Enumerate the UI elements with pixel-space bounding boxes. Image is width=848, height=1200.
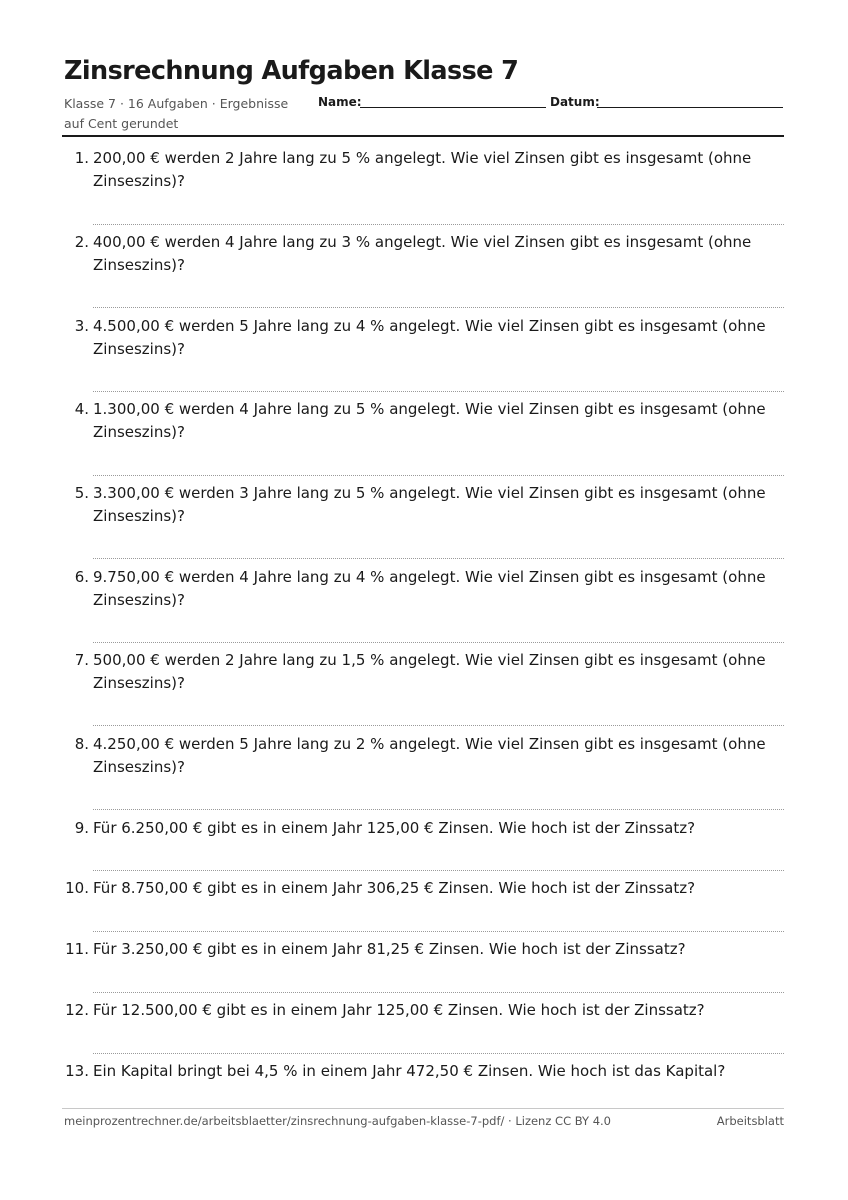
footer-source: meinprozentrechner.de/arbeitsblaetter/zinsrechnung-aufgaben-klasse-7-pdf/ · Lizenz CC BY 4.0 — [64, 1114, 611, 1128]
answer-line[interactable] — [93, 642, 784, 643]
task-text: Für 8.750,00 € gibt es in einem Jahr 306,25 € Zinsen. Wie hoch ist der Zinssatz? — [93, 879, 696, 897]
task-number: 9. — [74, 819, 89, 837]
task-item — [62, 231, 784, 277]
answer-line[interactable] — [93, 1053, 784, 1054]
task-text: 500,00 € werden 2 Jahre lang zu 1,5 % angelegt. Wie viel Zinsen gibt es insgesamt (ohne Zinseszins)? — [93, 651, 766, 692]
name-label: Name: — [318, 95, 362, 109]
answer-line[interactable] — [93, 475, 784, 476]
task-number: 2. — [74, 233, 89, 251]
task-item — [62, 398, 784, 444]
task-text: 1.300,00 € werden 4 Jahre lang zu 5 % angelegt. Wie viel Zinsen gibt es insgesamt (ohne Zinseszins)? — [93, 400, 766, 441]
task-item — [62, 733, 784, 779]
answer-line[interactable] — [93, 809, 784, 810]
task-number: 6. — [74, 568, 89, 586]
task-number: 8. — [74, 735, 89, 753]
task-number: 3. — [74, 317, 89, 335]
task-text: 400,00 € werden 4 Jahre lang zu 3 % angelegt. Wie viel Zinsen gibt es insgesamt (ohne Zinseszins)? — [93, 233, 752, 274]
task-item — [62, 938, 784, 961]
task-number: 13. — [65, 1062, 89, 1080]
task-text: Für 6.250,00 € gibt es in einem Jahr 125,00 € Zinsen. Wie hoch ist der Zinssatz? — [93, 819, 696, 837]
task-text: Für 3.250,00 € gibt es in einem Jahr 81,25 € Zinsen. Wie hoch ist der Zinssatz? — [93, 940, 686, 958]
answer-line[interactable] — [93, 307, 784, 308]
date-label: Datum: — [550, 95, 600, 109]
answer-line[interactable] — [93, 992, 784, 993]
task-item — [62, 649, 784, 695]
worksheet-meta: Klasse 7 · 16 Aufgaben · Ergebnisse auf Cent gerundet — [64, 96, 289, 131]
task-item — [62, 147, 784, 193]
task-text: Ein Kapital bringt bei 4,5 % in einem Jahr 472,50 € Zinsen. Wie hoch ist das Kapital? — [93, 1062, 726, 1080]
answer-line[interactable] — [93, 558, 784, 559]
task-item — [62, 999, 784, 1022]
task-item — [62, 817, 784, 840]
task-item — [62, 482, 784, 528]
task-item — [62, 877, 784, 900]
task-item — [62, 566, 784, 612]
task-text: Für 12.500,00 € gibt es in einem Jahr 125,00 € Zinsen. Wie hoch ist der Zinssatz? — [93, 1001, 705, 1019]
task-text: 200,00 € werden 2 Jahre lang zu 5 % angelegt. Wie viel Zinsen gibt es insgesamt (ohne Zinseszins)? — [93, 149, 752, 190]
task-text: 4.250,00 € werden 5 Jahre lang zu 2 % angelegt. Wie viel Zinsen gibt es insgesamt (ohne Zinseszins)? — [93, 735, 766, 776]
date-field[interactable] — [597, 107, 783, 108]
task-text: 9.750,00 € werden 4 Jahre lang zu 4 % angelegt. Wie viel Zinsen gibt es insgesamt (ohne Zinseszins)? — [93, 568, 766, 609]
task-number: 4. — [74, 400, 89, 418]
task-number: 10. — [65, 879, 89, 897]
answer-line[interactable] — [93, 931, 784, 932]
task-text: 4.500,00 € werden 5 Jahre lang zu 4 % angelegt. Wie viel Zinsen gibt es insgesamt (ohne Zinseszins)? — [93, 317, 766, 358]
footer-divider — [62, 1108, 784, 1109]
task-item — [62, 1060, 784, 1083]
task-number: 11. — [65, 940, 89, 958]
answer-line[interactable] — [93, 725, 784, 726]
answer-line[interactable] — [93, 870, 784, 871]
task-item — [62, 315, 784, 361]
footer-label: Arbeitsblatt — [716, 1114, 784, 1128]
task-number: 12. — [65, 1001, 89, 1019]
header-divider — [62, 135, 784, 137]
answer-line[interactable] — [93, 391, 784, 392]
task-number: 1. — [74, 149, 89, 167]
task-text: 3.300,00 € werden 3 Jahre lang zu 5 % angelegt. Wie viel Zinsen gibt es insgesamt (ohne Zinseszins)? — [93, 484, 766, 525]
task-number: 5. — [74, 484, 89, 502]
task-number: 7. — [74, 651, 89, 669]
answer-line[interactable] — [93, 224, 784, 225]
page-title: Zinsrechnung Aufgaben Klasse 7 — [64, 56, 519, 86]
name-field[interactable] — [360, 107, 546, 108]
